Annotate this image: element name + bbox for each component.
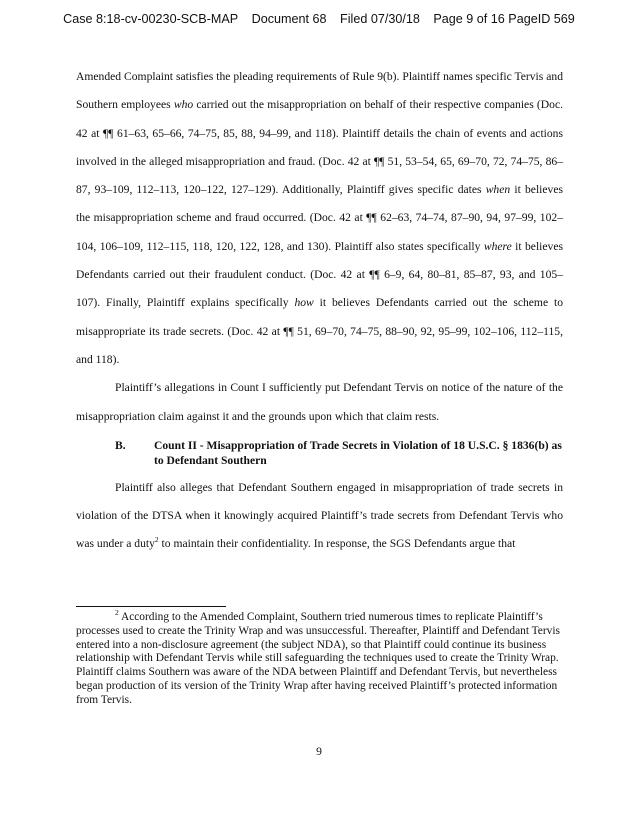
section-title: Count II - Misappropriation of Trade Secrets in Violation of 18 U.S.C. § 1836(b) as to Defendant Southern bbox=[154, 438, 562, 467]
p1-emphasis-how: how bbox=[294, 296, 314, 310]
case-header bbox=[0, 12, 638, 26]
paragraph-2: Plaintiff’s allegations in Count I sufficiently put Defendant Tervis on notice of the nature of the misappropriation claim against it and the grounds upon which that claim rests. bbox=[76, 381, 563, 423]
footnote bbox=[76, 608, 563, 708]
p3-text-b: to maintain their confidentiality. In response, the SGS Defendants argue that bbox=[158, 537, 516, 551]
section-letter: B. bbox=[115, 438, 126, 452]
body-text bbox=[76, 63, 563, 559]
p1-emphasis-where: where bbox=[483, 239, 512, 253]
footnote-text: According to the Amended Complaint, Southern tried numerous times to replicate Plaintiff’s processes used to create the Trinity Wrap and was unsuccessful. Thereafter, Plaintiff and Defendant Tervis entered into a non-disclosure agreement (the subject NDA), so that Plaintiff could continue its business relationship with Defendant Tervis while still safeguarding the techniques used to create the Trinity Wrap. Plaintiff claims Southern was aware of the NDA between Plaintiff and Defendant Tervis, but nevertheless began production of its version of the Trinity Wrap after having received Plaintiff’s protected information from Tervis. bbox=[76, 611, 560, 706]
filed-date: Filed 07/30/18 bbox=[340, 12, 420, 26]
footnote-ref[interactable]: 2 bbox=[154, 535, 159, 545]
page-number: 9 bbox=[316, 745, 322, 758]
page-info: Page 9 of 16 PageID 569 bbox=[433, 12, 575, 26]
p1-text-b: carried out the misappropriation on behalf of their respective companies (Doc. 42 at ¶¶ 61–63, 65–66, 74–75, 85, 88, 94–99, and 118). Plaintiff details the chain of events and actions involved in the alleged misappropriation and fraud. (Doc. 42 at ¶¶ 51, 53–54, 65, 69–70, 72, 74–75, 86–87, 93–109, 112–113, 120–122, 127–129). Additionally, Plaintiff gives specific dates bbox=[76, 98, 563, 197]
footnote-paragraph bbox=[76, 608, 563, 708]
p1-text-e: it believes Defendants carried out the scheme to misappropriate its trade secrets. (Doc. 42 at ¶¶ 51, 69–70, 74–75, 88–90, 92, 95–99, 102–106, 112–115, and 118). bbox=[76, 296, 563, 366]
p1-emphasis-who: who bbox=[173, 98, 194, 112]
footnote-divider bbox=[76, 606, 226, 607]
case-number: Case 8:18-cv-00230-SCB-MAP bbox=[63, 12, 239, 26]
p3-text-a: Plaintiff also alleges that Defendant Southern engaged in misappropriation of trade secrets in violation of the DTSA when it knowingly acquired Plaintiff’s trade secrets from Defendant Tervis who was under a duty bbox=[76, 480, 563, 551]
p1-emphasis-when: when bbox=[485, 183, 511, 197]
section-heading bbox=[76, 438, 563, 468]
p1-text-d: it believes Defendants carried out their fraudulent conduct. (Doc. 42 at ¶¶ 6–9, 64, 80–81, 85–87, 93, and 105–107). Finally, Plaintiff explains specifically bbox=[76, 239, 563, 310]
p1-text-a: Amended Complaint satisfies the pleading requirements of Rule 9(b). Plaintiff names specific Tervis and Southern employees bbox=[76, 70, 563, 112]
p1-text-c: it believes the misappropriation scheme and fraud occurred. (Doc. 42 at ¶¶ 62–63, 74–74, 87–90, 94, 97–99, 102–104, 106–109, 112–115, 118, 120, 122, 128, and 130). Plaintiff also states specifically bbox=[76, 183, 563, 253]
paragraph-3 bbox=[76, 474, 563, 559]
document-number: Document 68 bbox=[251, 12, 327, 26]
paragraph-1 bbox=[76, 63, 563, 374]
footnote-number: 2 bbox=[115, 608, 119, 618]
